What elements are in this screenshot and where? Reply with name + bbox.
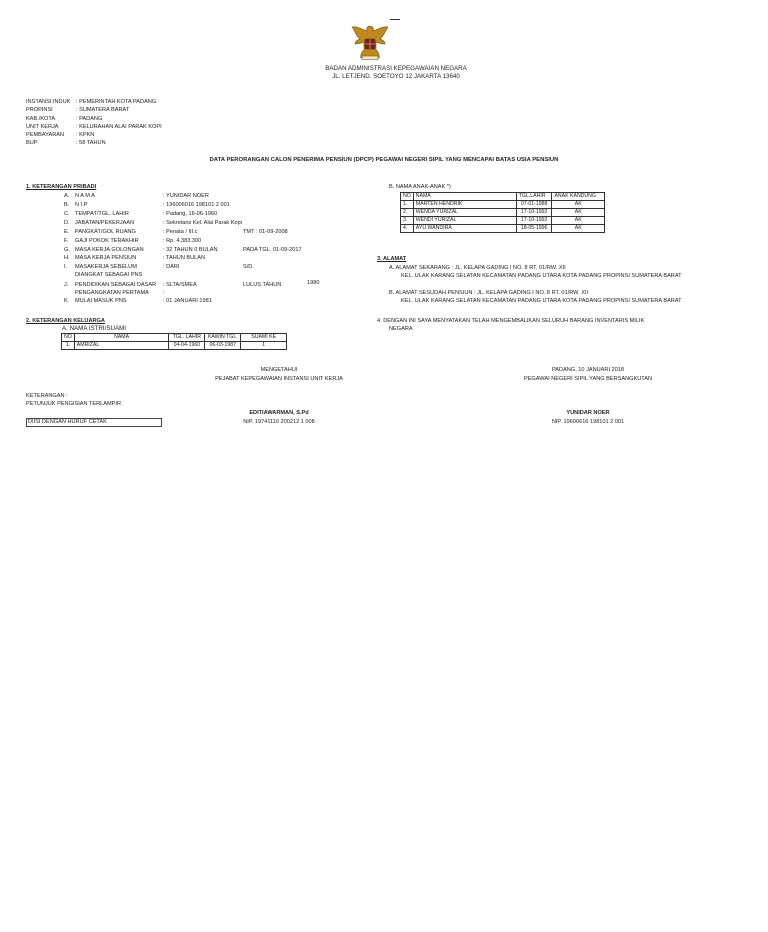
row-value: : bbox=[163, 290, 165, 296]
row-value: : 32 TAHUN 0 BULAN bbox=[163, 247, 218, 253]
section-keluarga-title: 2. KETERANGAN KELUARGA bbox=[26, 318, 105, 324]
row-label: N I P bbox=[75, 202, 88, 208]
garuda-emblem-icon bbox=[348, 22, 392, 62]
td: 1. bbox=[62, 342, 75, 350]
notes-text: PETUNJUK PENGISIAN TERLAMPIR bbox=[26, 401, 122, 407]
th: NO bbox=[401, 193, 414, 201]
address-after-line1: B. ALAMAT SESUDAH PENSIUN : JL. KELAPA GADING I NO. 8 RT. 01/RW. XII bbox=[389, 290, 589, 296]
row-value: : 196006016 198101 2 001 bbox=[163, 202, 230, 208]
row-value: : DARI bbox=[163, 264, 180, 270]
sign-right-name: YUNIDAR NOER bbox=[566, 410, 610, 416]
children-title: B. NAMA ANAK-ANAK *) bbox=[389, 184, 451, 190]
info-value: : PADANG bbox=[76, 116, 103, 122]
row-label: JABATAN/PEKERJAAN bbox=[75, 220, 135, 226]
td: 17-10-1992 bbox=[516, 217, 552, 225]
table-row bbox=[401, 201, 605, 209]
row-value: : 01 JANUARI 1981 bbox=[163, 298, 212, 304]
td: 06-03-1987 bbox=[205, 342, 241, 350]
td: 1 bbox=[241, 342, 287, 350]
document-title: DATA PERORANGAN CALON PENERIMA PENSIUN (DPCP) PEGAWAI NEGERI SIPIL YANG MENCAPAI BATAS USIA PENSIUN bbox=[209, 157, 559, 163]
info-value: : PEMERINTAH KOTA PADANG bbox=[76, 99, 157, 105]
row-extra: S/D bbox=[243, 264, 253, 270]
th: NO bbox=[62, 334, 75, 342]
row-letter: G. bbox=[64, 247, 70, 253]
row-label: MASA KERJA PENSIUN bbox=[75, 255, 137, 261]
sign-right-line2: PEGAWAI NEGERI SIPIL YANG BERSANGKUTAN bbox=[523, 376, 653, 382]
row-letter: E. bbox=[64, 229, 70, 235]
th: KAWIN TGL. bbox=[205, 334, 241, 342]
address-after-line2: KEL. ULAK KARANG SELATAN KECAMATAN PADANG UTARA KOTA PADANG PROPINSI SUMATERA BARAT bbox=[401, 298, 682, 304]
row-label: MASAKERJA SEBELUM bbox=[75, 264, 137, 270]
section-pribadi-title: 1. KETERANGAN PRIBADI bbox=[26, 184, 97, 190]
td: 1. bbox=[401, 201, 414, 209]
spouse-table bbox=[61, 333, 287, 350]
sign-left-nip: NIP. 19741110 200212 1 008 bbox=[243, 419, 315, 425]
header-dash bbox=[390, 19, 400, 20]
row-label: PENDIDIKAN SEBAGAI DASAR bbox=[75, 282, 157, 288]
row-letter: A. bbox=[64, 193, 70, 199]
table-header bbox=[401, 193, 605, 201]
td: 18-05-1996 bbox=[516, 225, 552, 233]
sign-right-line1: PADANG, 10 JANUARI 2018 bbox=[551, 367, 625, 373]
children-table bbox=[400, 192, 605, 233]
row-value: : TAHUN BULAN bbox=[163, 255, 206, 261]
statement-line2: NEGARA bbox=[389, 326, 413, 332]
row-letter: F. bbox=[64, 238, 69, 244]
td: 17-10-1992 bbox=[516, 209, 552, 217]
address-current-line2: KEL. ULAK KARANG SELATAN KECAMATAN PADANG UTARA KOTA PADANG PROPINSI SUMATERA BARAT bbox=[401, 273, 682, 279]
row-value: : Padang, 16-06-1960 bbox=[163, 211, 218, 217]
row-letter: D. bbox=[64, 220, 70, 226]
row-label: TEMPAT/TGL. LAHIR bbox=[75, 211, 129, 217]
row-value: : Penata / III.c bbox=[163, 229, 198, 235]
row-extra: LULUS TAHUN bbox=[243, 282, 282, 288]
agency-address: JL. LETJEND. SOETOYO 12 JAKARTA 13640 bbox=[332, 73, 460, 80]
row-year: 1980 bbox=[307, 280, 320, 286]
row-letter: K. bbox=[64, 298, 70, 304]
info-value: : KELURAHAN ALAI PARAK KOPI bbox=[76, 124, 162, 130]
row-label: GAJI POKOK TERAKHIR bbox=[75, 238, 139, 244]
info-label: PEMBAYARAN bbox=[26, 132, 65, 138]
row-letter: B. bbox=[64, 202, 70, 208]
td: 2. bbox=[401, 209, 414, 217]
td: MARTEN HENDRIK bbox=[413, 201, 516, 209]
row-value: : Sekretaris Kel. Alai Parak Kopi bbox=[163, 220, 242, 226]
agency-name: BADAN ADMINISTRASI KEPEGAWAIAN NEGARA bbox=[325, 65, 467, 72]
info-label: BUP bbox=[26, 140, 38, 146]
td: 4. bbox=[401, 225, 414, 233]
td: AK bbox=[552, 201, 605, 209]
sign-left-line2: PEJABAT KEPEGAWAIAN INSTANSI UNIT KERJA bbox=[215, 376, 343, 382]
info-value: : SUMATERA BARAT bbox=[76, 107, 130, 113]
td: 3. bbox=[401, 217, 414, 225]
row-letter: I. bbox=[64, 264, 68, 270]
info-value: : KPKN bbox=[76, 132, 95, 138]
sign-left-line1: MENGETAHUI bbox=[260, 367, 298, 373]
row-label: N A M A bbox=[75, 193, 95, 199]
row-label: DIANGKAT SEBAGAI PNS bbox=[75, 272, 143, 278]
row-label: MASA KERJA GOLONGAN bbox=[75, 247, 144, 253]
sign-right-nip: NIP. 19600616 198101 2 001 bbox=[551, 419, 625, 425]
row-extra: TMT : 01-09-2008 bbox=[243, 229, 288, 235]
row-label: PENGANGKATAN PERTAMA bbox=[75, 290, 149, 296]
row-letter: H. bbox=[64, 255, 70, 261]
row-value: : YUNIDAR NOER bbox=[163, 193, 209, 199]
td: AYU WANDIRA bbox=[413, 225, 516, 233]
row-extra: PADA TGL. 01-09-2017 bbox=[243, 247, 302, 253]
td: AK bbox=[552, 225, 605, 233]
table-header bbox=[62, 334, 287, 342]
notes-box: DIISI DENGAN HURUF CETAK bbox=[26, 418, 162, 427]
info-label: KAB./KOTA bbox=[26, 116, 56, 122]
row-value: : Rp. 4.383.300 bbox=[163, 238, 202, 244]
th: NAMA bbox=[74, 334, 169, 342]
th: TGL.LAHIR bbox=[516, 193, 552, 201]
info-label: INSTANSI INDUK bbox=[26, 99, 71, 105]
row-letter: J. bbox=[64, 282, 69, 288]
td: WENDI YURIZAL bbox=[413, 217, 516, 225]
row-value: : SLTA/SMEA bbox=[163, 282, 197, 288]
td: 04-04-1960 bbox=[169, 342, 205, 350]
table-row bbox=[401, 209, 605, 217]
th: SUAMI KE bbox=[241, 334, 287, 342]
td: 07-01-1988 bbox=[516, 201, 552, 209]
info-label: PROPINSI bbox=[26, 107, 53, 113]
table-row bbox=[401, 217, 605, 225]
td: AK bbox=[552, 209, 605, 217]
th: ANAK KANDUNG bbox=[552, 193, 605, 201]
td: WENDA YURIZAL bbox=[413, 209, 516, 217]
row-label: MULAI MASUK PNS bbox=[75, 298, 127, 304]
sign-left-name: EDITIAWARMAN, S.Pd bbox=[249, 410, 309, 416]
row-letter: C. bbox=[64, 211, 70, 217]
td: AK bbox=[552, 217, 605, 225]
spouse-subtitle: A. NAMA ISTRI/SUAMI bbox=[62, 325, 126, 332]
notes-label: KETERANGAN : bbox=[26, 393, 68, 399]
td: AMRIZAL bbox=[74, 342, 169, 350]
table-row bbox=[401, 225, 605, 233]
row-label: PANGKAT/GOL RUANG bbox=[75, 229, 136, 235]
info-value: : 58 TAHUN bbox=[76, 140, 106, 146]
statement-line1: 4. DENGAN INI SAYA MENYATAKAN TELAH MENGEMBALIKAN SELURUH BARANG INVENTARIS MILIK bbox=[377, 318, 645, 324]
info-label: UNIT KERJA bbox=[26, 124, 59, 130]
th: NAMA bbox=[413, 193, 516, 201]
address-current-line1: A. ALAMAT SEKARANG : JL. KELAPA GADING I NO. 8 RT. 01/RW. XII bbox=[389, 265, 566, 271]
section-alamat-title: 3. ALAMAT bbox=[377, 256, 407, 262]
th: TGL. LAHIR bbox=[169, 334, 205, 342]
table-row bbox=[62, 342, 287, 350]
